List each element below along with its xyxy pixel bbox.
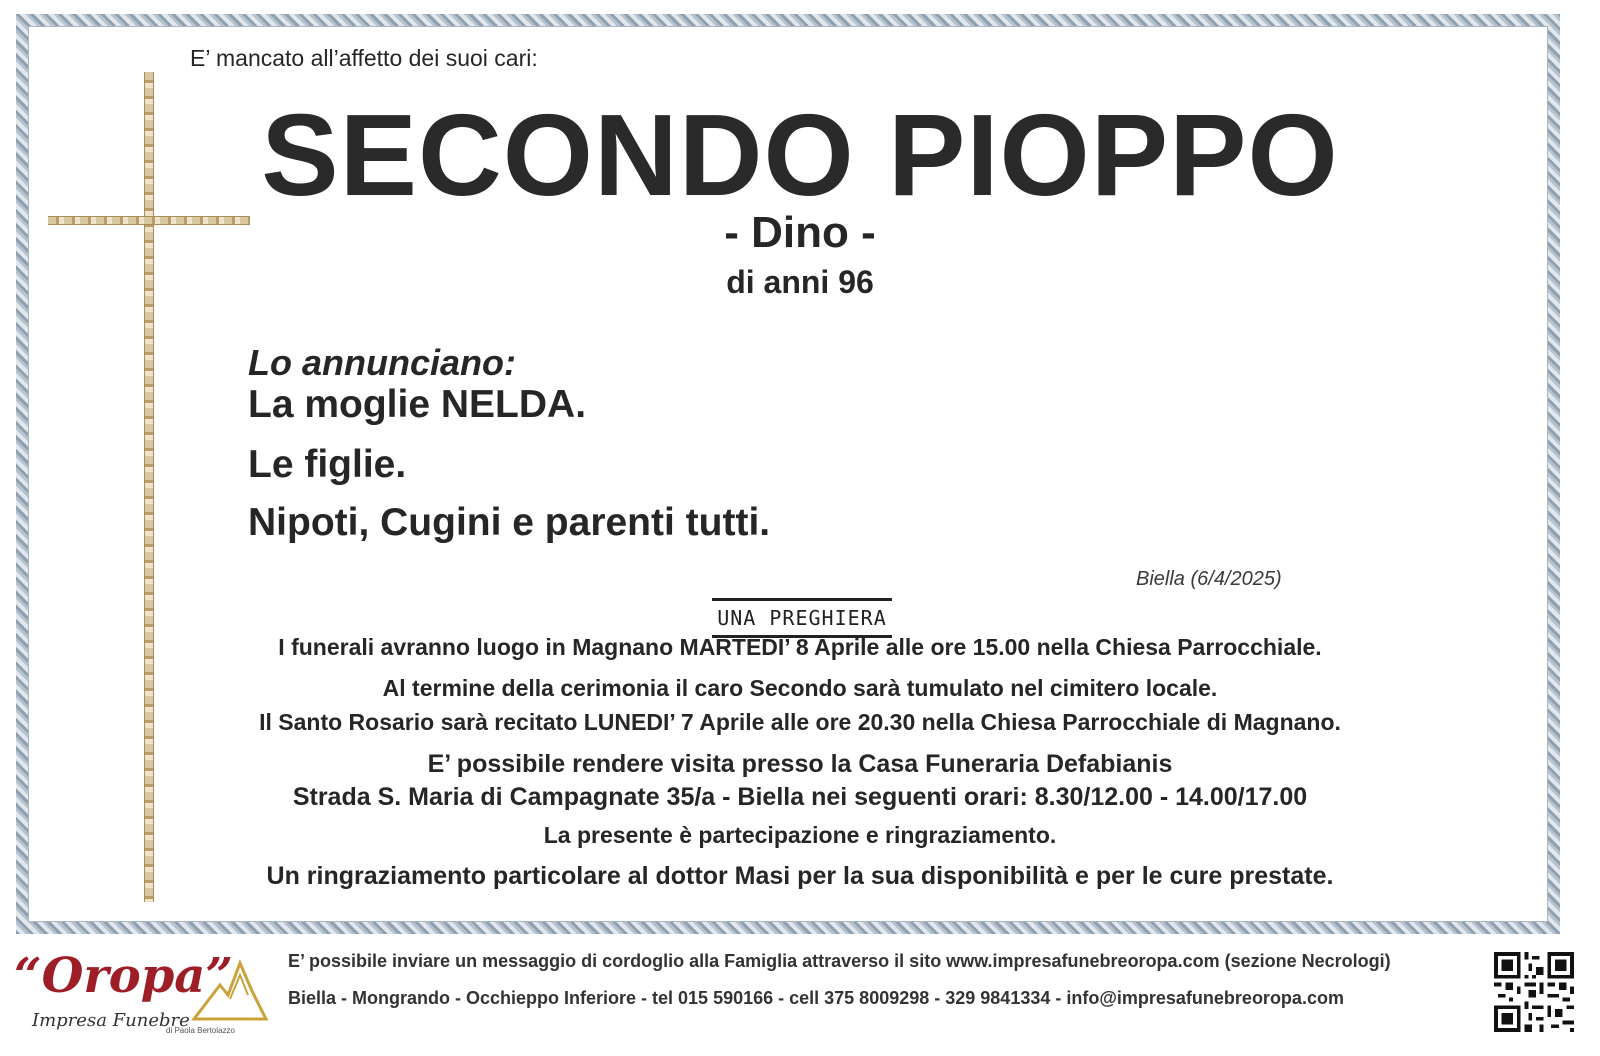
announcer-line: Le figlie. <box>248 443 407 486</box>
detail-line: Strada S. Maria di Campagnate 35/a - Biella nei seguenti orari: 8.30/12.00 - 14.00/17.00 <box>292 783 1308 811</box>
detail-line: E’ possibile rendere visita presso la Casa Funeraria Defabianis <box>427 750 1173 778</box>
logo-owner: di Paola Bertolazzo <box>166 1026 235 1035</box>
detail-line: Il Santo Rosario sarà recitato LUNEDI’ 7 Aprile alle ore 20.30 nella Chiesa Parrocchiale di Magnano. <box>259 709 1341 735</box>
footer-contacts: Biella - Mongrando - Occhieppo Inferiore - tel 015 590166 - cell 375 8009298 - 329 9841334 - info@impresafunebreoropa.com <box>288 988 1344 1008</box>
detail-line: Al termine della cerimonia il caro Secondo sarà tumulato nel cimitero locale. <box>382 675 1218 701</box>
detail-line: I funerali avranno luogo in Magnano MARTEDI’ 8 Aprile alle ore 15.00 nella Chiesa Parrocchiale. <box>278 634 1322 660</box>
prayer-label: UNA PREGHIERA <box>712 598 892 638</box>
footer-message: E’ possibile inviare un messaggio di cordoglio alla Famiglia attraverso il sito www.impresafunebreoropa.com (sezione Necrologi) <box>288 951 1391 971</box>
mountain-logo-icon <box>190 955 270 1025</box>
qr-code-icon <box>1494 952 1574 1032</box>
deceased-nickname: - Dino - <box>724 208 876 257</box>
announcer-line: Nipoti, Cugini e parenti tutti. <box>248 501 771 544</box>
place-date: Biella (6/4/2025) <box>1136 568 1282 590</box>
detail-line: Un ringraziamento particolare al dottor Masi per la sua disponibilità e per le cure prestate. <box>266 862 1334 890</box>
detail-line: La presente è partecipazione e ringraziamento. <box>543 822 1057 848</box>
deceased-name: SECONDO PIOPPO <box>261 90 1339 220</box>
logo-name: “Oropa” <box>14 948 233 1004</box>
deceased-age: di anni 96 <box>726 264 874 300</box>
intro-text: E’ mancato all’affetto dei suoi cari: <box>190 45 538 71</box>
logo-subtitle: Impresa Funebre <box>32 1010 190 1031</box>
announcer-line: La moglie NELDA. <box>248 383 587 426</box>
announcers-heading: Lo annunciano: <box>248 342 516 383</box>
